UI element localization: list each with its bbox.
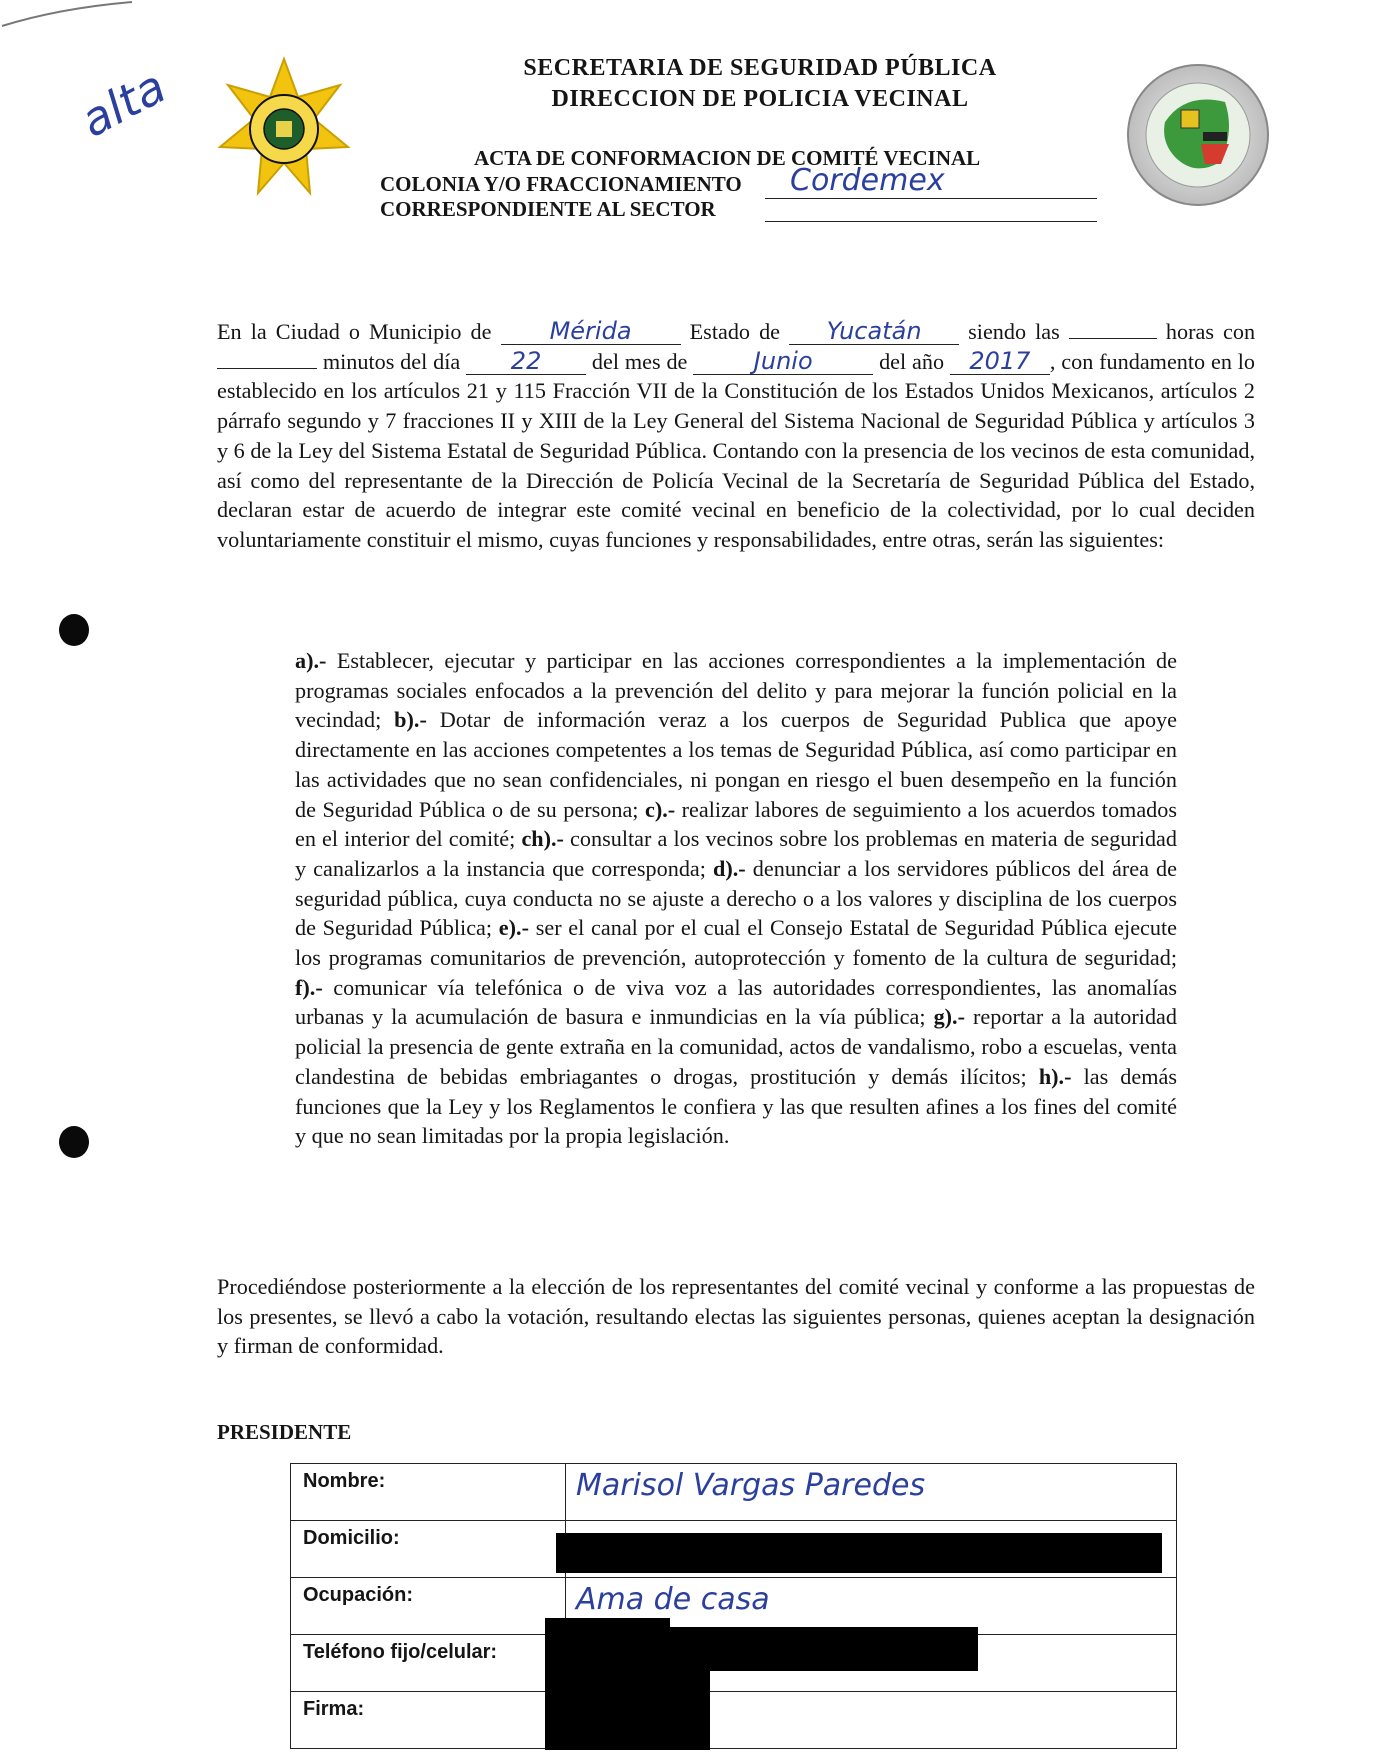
- function-f-key: f).-: [295, 974, 323, 1000]
- function-b-text: Dotar de información veraz a los cuerpos de Seguridad Publica que apoye directamente en las acciones competentes a los temas de Seguridad Pública, así como participar en las actividades que no sean confidenciales, ni pongan en riesgo el buen desempeño en la función de Seguridad Pública o de su persona;: [295, 707, 1177, 822]
- dia-value: 22: [510, 346, 542, 375]
- intro-paragraph: [217, 317, 1255, 555]
- function-ch-text: consultar a los vecinos sobre los problemas en materia de seguridad y canalizarlos a la instancia que corresponda;: [295, 826, 1177, 881]
- function-f-text: comunicar vía telefónica o de viva voz a las autoridades correspondientes, las anomalías urbanas y la acumulación de basura e inmundicias en la vía pública;: [295, 974, 1177, 1030]
- intro-text-siendo: siendo las: [968, 319, 1060, 344]
- function-h-text: las demás funciones que la Ley y los Reglamentos le confiera y las que resulten afines a los fines del comité y que no sean limitadas por la propia legislación.: [295, 1063, 1177, 1149]
- ocupacion-label: Ocupación:: [291, 1578, 566, 1635]
- function-e-key: e).-: [498, 915, 529, 941]
- municipio-value: Mérida: [549, 317, 632, 345]
- dia-blank[interactable]: [466, 346, 586, 375]
- intro-text-municipio-label: En la Ciudad o Municipio de: [217, 319, 492, 344]
- function-d-text: denunciar a los servidores públicos del área de seguridad pública, cuya conducta no se ajuste a derecho o a los valores y disciplina de los cuerpos de Seguridad Pública;: [295, 855, 1177, 941]
- telefono-label: Teléfono fijo/celular:: [291, 1635, 566, 1692]
- function-g-text: reportar a la autoridad policial la presencia de gente extraña en la comunidad, actos de vandalismo, robo a escuelas, venta clandestina de bebidas embriagantes o drogas, prostitución y demás ilícitos;: [295, 1004, 1177, 1089]
- horas-blank[interactable]: [1069, 338, 1157, 339]
- acta-title: ACTA DE CONFORMACION DE COMITÉ VECINAL: [474, 146, 981, 170]
- redaction-domicilio: [556, 1533, 1162, 1573]
- ocupacion-value: Ama de casa: [576, 1582, 770, 1617]
- redaction-telefono: [668, 1627, 978, 1671]
- anio-blank[interactable]: [950, 346, 1050, 375]
- binder-hole-bottom: [59, 1126, 89, 1158]
- minutos-blank[interactable]: [217, 368, 317, 369]
- function-a-text: Establecer, ejecutar y participar en las acciones correspondientes a la implementación de programas sociales enfocados a la prevención del delito y para mejorar la función policial en la vecindad;: [295, 648, 1177, 733]
- nombre-value: Marisol Vargas Paredes: [576, 1468, 926, 1503]
- intro-body-text: , con fundamento en lo establecido en los artículos 21 y 115 Fracción VII de la Constitución de los Estados Unidos Mexicanos, artículos 2 párrafo segundo y 7 fracciones II y XIII de la Ley General del Sistema Nacional de Seguridad Pública y artículos 3 y 6 de la Ley del Sistema Estatal de Seguridad Pública. Contando con la presencia de los vecinos de esta comunidad, así como del representante de la Dirección de Policía Vecinal de la Secretaría de Seguridad Pública del Estado, declaran estar de acuerdo de integrar este comité vecinal en beneficio de la colectividad, por lo cual deciden voluntariamente constituir el mismo, cuyas funciones y responsabilidades, entre otras, serán las siguientes:: [217, 348, 1256, 552]
- anio-value: 2017: [969, 346, 1031, 375]
- table-row: [291, 1464, 1177, 1521]
- function-h-key: h).-: [1038, 1063, 1072, 1089]
- intro-text-horas-con: horas con: [1165, 319, 1256, 344]
- function-c-text: realizar labores de seguimiento a los acuerdos tomados en el interior del comité;: [295, 796, 1177, 852]
- intro-text-anio-label: del año: [879, 348, 945, 374]
- estado-value: Yucatán: [826, 317, 922, 345]
- sector-underline: [765, 221, 1097, 222]
- function-ch-key: ch).-: [521, 826, 564, 852]
- estado-blank[interactable]: [789, 319, 959, 345]
- sector-label: CORRESPONDIENTE AL SECTOR: [380, 197, 716, 221]
- presidente-heading: PRESIDENTE: [217, 1420, 352, 1444]
- pen-stroke-mark: [0, 0, 140, 30]
- nombre-label: Nombre:: [291, 1464, 566, 1521]
- redaction-firma: [545, 1668, 710, 1750]
- function-b-key: b).-: [394, 707, 427, 733]
- mes-blank[interactable]: [693, 346, 873, 375]
- redaction-telefono-left: [545, 1618, 670, 1668]
- closing-paragraph: Procediéndose posteriormente a la elección de los representantes del comité vecinal y conforme a las propuestas de los presentes, se llevó a cabo la votación, resultando electas las siguientes personas, quienes aceptan la designación y firman de conformidad.: [217, 1274, 1255, 1359]
- function-g-key: g).-: [933, 1004, 965, 1030]
- table-row: [291, 1578, 1177, 1635]
- municipio-blank[interactable]: [501, 319, 681, 345]
- function-e-text: ser el canal por el cual el Consejo Estatal de Seguridad Pública ejecute los programas comunitarios de prevención, autoprotección y fomento de la cultura de seguridad;: [295, 915, 1177, 971]
- presidente-table: [290, 1463, 1177, 1749]
- functions-list: [295, 646, 1177, 1151]
- colonia-value[interactable]: Cordemex: [790, 163, 945, 198]
- nombre-field[interactable]: [566, 1464, 1177, 1521]
- consejo-estatal-seal: [1125, 62, 1271, 208]
- table-row: [291, 1692, 1177, 1749]
- function-d-key: d).-: [713, 855, 746, 881]
- margin-note-handwritten: alta: [72, 59, 175, 148]
- colonia-underline: [765, 198, 1097, 199]
- function-a-key: a).-: [295, 648, 327, 673]
- domicilio-label: Domicilio:: [291, 1521, 566, 1578]
- intro-text-minutos-dia: minutos del día: [322, 348, 461, 374]
- firma-label: Firma:: [291, 1692, 566, 1749]
- intro-text-estado-label: Estado de: [689, 319, 781, 344]
- function-c-key: c).-: [644, 796, 676, 822]
- binder-hole-top: [59, 614, 89, 646]
- header-title-line2: DIRECCION DE POLICIA VECINAL: [551, 86, 969, 112]
- secretaria-star-logo: [214, 55, 354, 205]
- header-title-line1: SECRETARIA DE SEGURIDAD PÚBLICA: [523, 55, 997, 81]
- mes-value: Junio: [753, 346, 813, 375]
- intro-text-mes: del mes de: [591, 348, 688, 374]
- colonia-label: COLONIA Y/O FRACCIONAMIENTO: [380, 172, 742, 196]
